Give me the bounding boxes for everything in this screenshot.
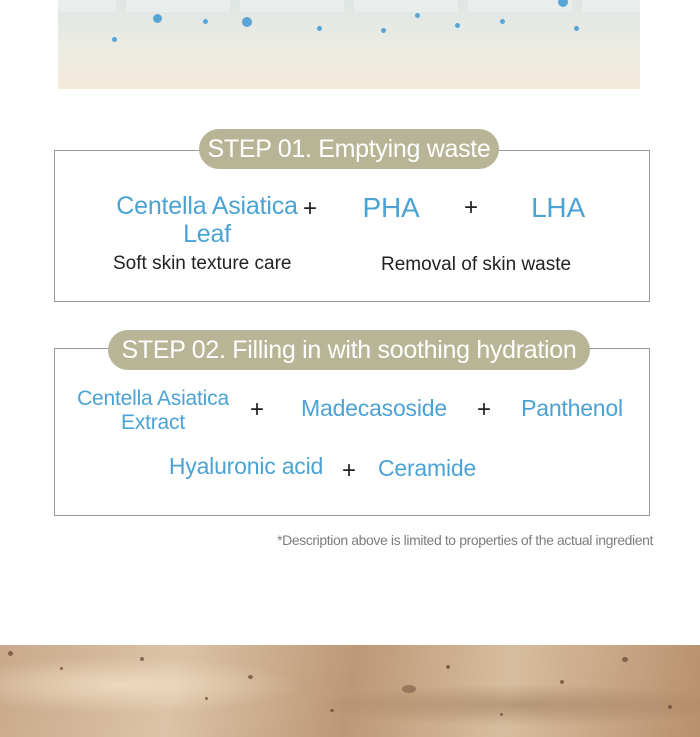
texture-speck	[560, 680, 564, 684]
step2-title-pill: STEP 02. Filling in with soothing hydration	[108, 330, 590, 370]
texture-speck	[248, 675, 253, 679]
plus-sign: +	[342, 457, 357, 484]
water-droplet	[153, 14, 162, 23]
ingredient-lha: LHA	[531, 192, 585, 223]
texture-speck	[668, 705, 672, 709]
water-droplet	[317, 26, 322, 31]
water-droplet	[203, 19, 208, 24]
plus-sign: +	[303, 195, 318, 222]
texture-speck	[140, 657, 144, 661]
step1-box	[54, 135, 650, 302]
ingredient-ceramide: Ceramide	[377, 455, 477, 481]
description-soft-skin: Soft skin texture care	[113, 253, 292, 274]
texture-speck	[500, 713, 503, 716]
texture-speck	[402, 685, 416, 693]
description-removal-waste: Removal of skin waste	[381, 254, 572, 275]
plus-sign: +	[250, 396, 265, 423]
ingredient-hyaluronic-acid: Hyaluronic acid	[168, 453, 324, 479]
water-droplet	[500, 19, 505, 24]
water-droplet	[574, 26, 579, 31]
water-droplet	[455, 23, 460, 28]
bottom-texture-image	[0, 645, 700, 737]
water-droplet	[242, 17, 252, 27]
texture-speck	[205, 697, 208, 700]
disclaimer-note: *Description above is limited to properties of the actual ingredient	[277, 532, 653, 548]
water-droplet	[381, 28, 386, 33]
tile	[240, 0, 344, 12]
step1-title-pill: STEP 01. Emptying waste	[199, 129, 499, 169]
tile	[354, 0, 458, 12]
water-droplet	[112, 37, 117, 42]
tile	[126, 0, 230, 12]
ingredient-centella-extract: Centella Asiatica Extract	[77, 387, 229, 434]
texture-speck	[8, 651, 13, 656]
tile	[468, 0, 572, 12]
ingredient-centella-leaf: Centella Asiatica Leaf	[116, 192, 298, 248]
tile	[58, 0, 116, 12]
step2-box	[54, 336, 650, 516]
texture-speck	[446, 665, 450, 669]
texture-speck	[622, 657, 628, 662]
water-droplet	[415, 13, 420, 18]
plus-sign: +	[477, 396, 492, 423]
top-decorative-image	[58, 0, 640, 89]
tile	[582, 0, 640, 12]
ingredient-pha: PHA	[362, 192, 420, 223]
texture-speck	[330, 709, 334, 712]
ingredient-madecasoside: Madecasoside	[301, 395, 447, 421]
plus-sign: +	[464, 194, 479, 221]
ingredient-panthenol: Panthenol	[521, 395, 623, 421]
texture-speck	[60, 667, 63, 670]
